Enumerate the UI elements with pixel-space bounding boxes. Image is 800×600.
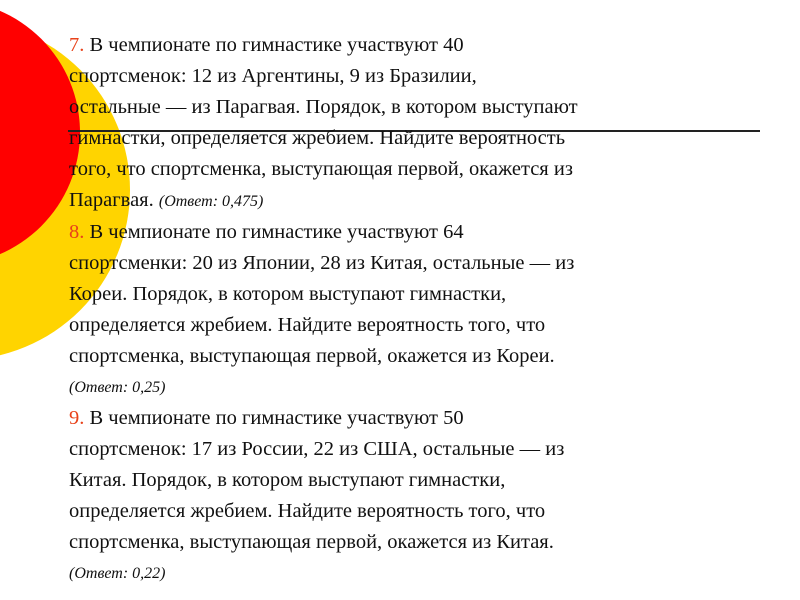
answer-text: (Ответ: 0,22)	[69, 565, 166, 582]
problem-line	[69, 403, 769, 434]
problem-text: Парагвая.	[69, 189, 159, 211]
problem-line	[69, 217, 769, 248]
answer-text: (Ответ: 0,475)	[158, 193, 264, 210]
problem-8	[69, 217, 769, 403]
problem-line: того, что спортсменка, выступающая первой, окажется из	[69, 158, 573, 180]
problem-7	[69, 30, 769, 217]
problem-line: остальные — из Парагвая. Порядок, в котором выступают	[69, 96, 578, 118]
problem-number: 8.	[69, 221, 85, 243]
problem-9	[69, 403, 769, 589]
problem-line: спортсменка, выступающая первой, окажется из Китая.	[69, 531, 554, 553]
problem-line: гимнастки, определяется жребием. Найдите вероятность	[69, 127, 566, 149]
answer-text: (Ответ: 0,25)	[69, 379, 166, 396]
problem-text: В чемпионате по гимнастике участвуют 64	[89, 221, 464, 243]
slide-content	[69, 30, 769, 589]
problem-line: определяется жребием. Найдите вероятность того, что	[69, 500, 546, 522]
problem-line	[69, 185, 769, 217]
problem-text: В чемпионате по гимнастике участвуют 40	[89, 34, 464, 56]
problem-line	[69, 30, 769, 61]
problem-line: Китая. Порядок, в котором выступают гимнастки,	[69, 469, 506, 491]
problem-line: Кореи. Порядок, в котором выступают гимнастки,	[69, 283, 507, 305]
problem-line: спортсменка, выступающая первой, окажется из Кореи.	[69, 345, 555, 367]
problem-line: определяется жребием. Найдите вероятность того, что	[69, 314, 546, 336]
problem-line: спортсменок: 12 из Аргентины, 9 из Бразилии,	[69, 65, 477, 87]
problem-text: В чемпионате по гимнастике участвуют 50	[89, 407, 464, 429]
problem-number: 9.	[69, 407, 85, 429]
problem-line: спортсменок: 17 из России, 22 из США, остальные — из	[69, 438, 565, 460]
problem-number: 7.	[69, 34, 85, 56]
problem-line: спортсменки: 20 из Японии, 28 из Китая, остальные — из	[69, 252, 575, 274]
